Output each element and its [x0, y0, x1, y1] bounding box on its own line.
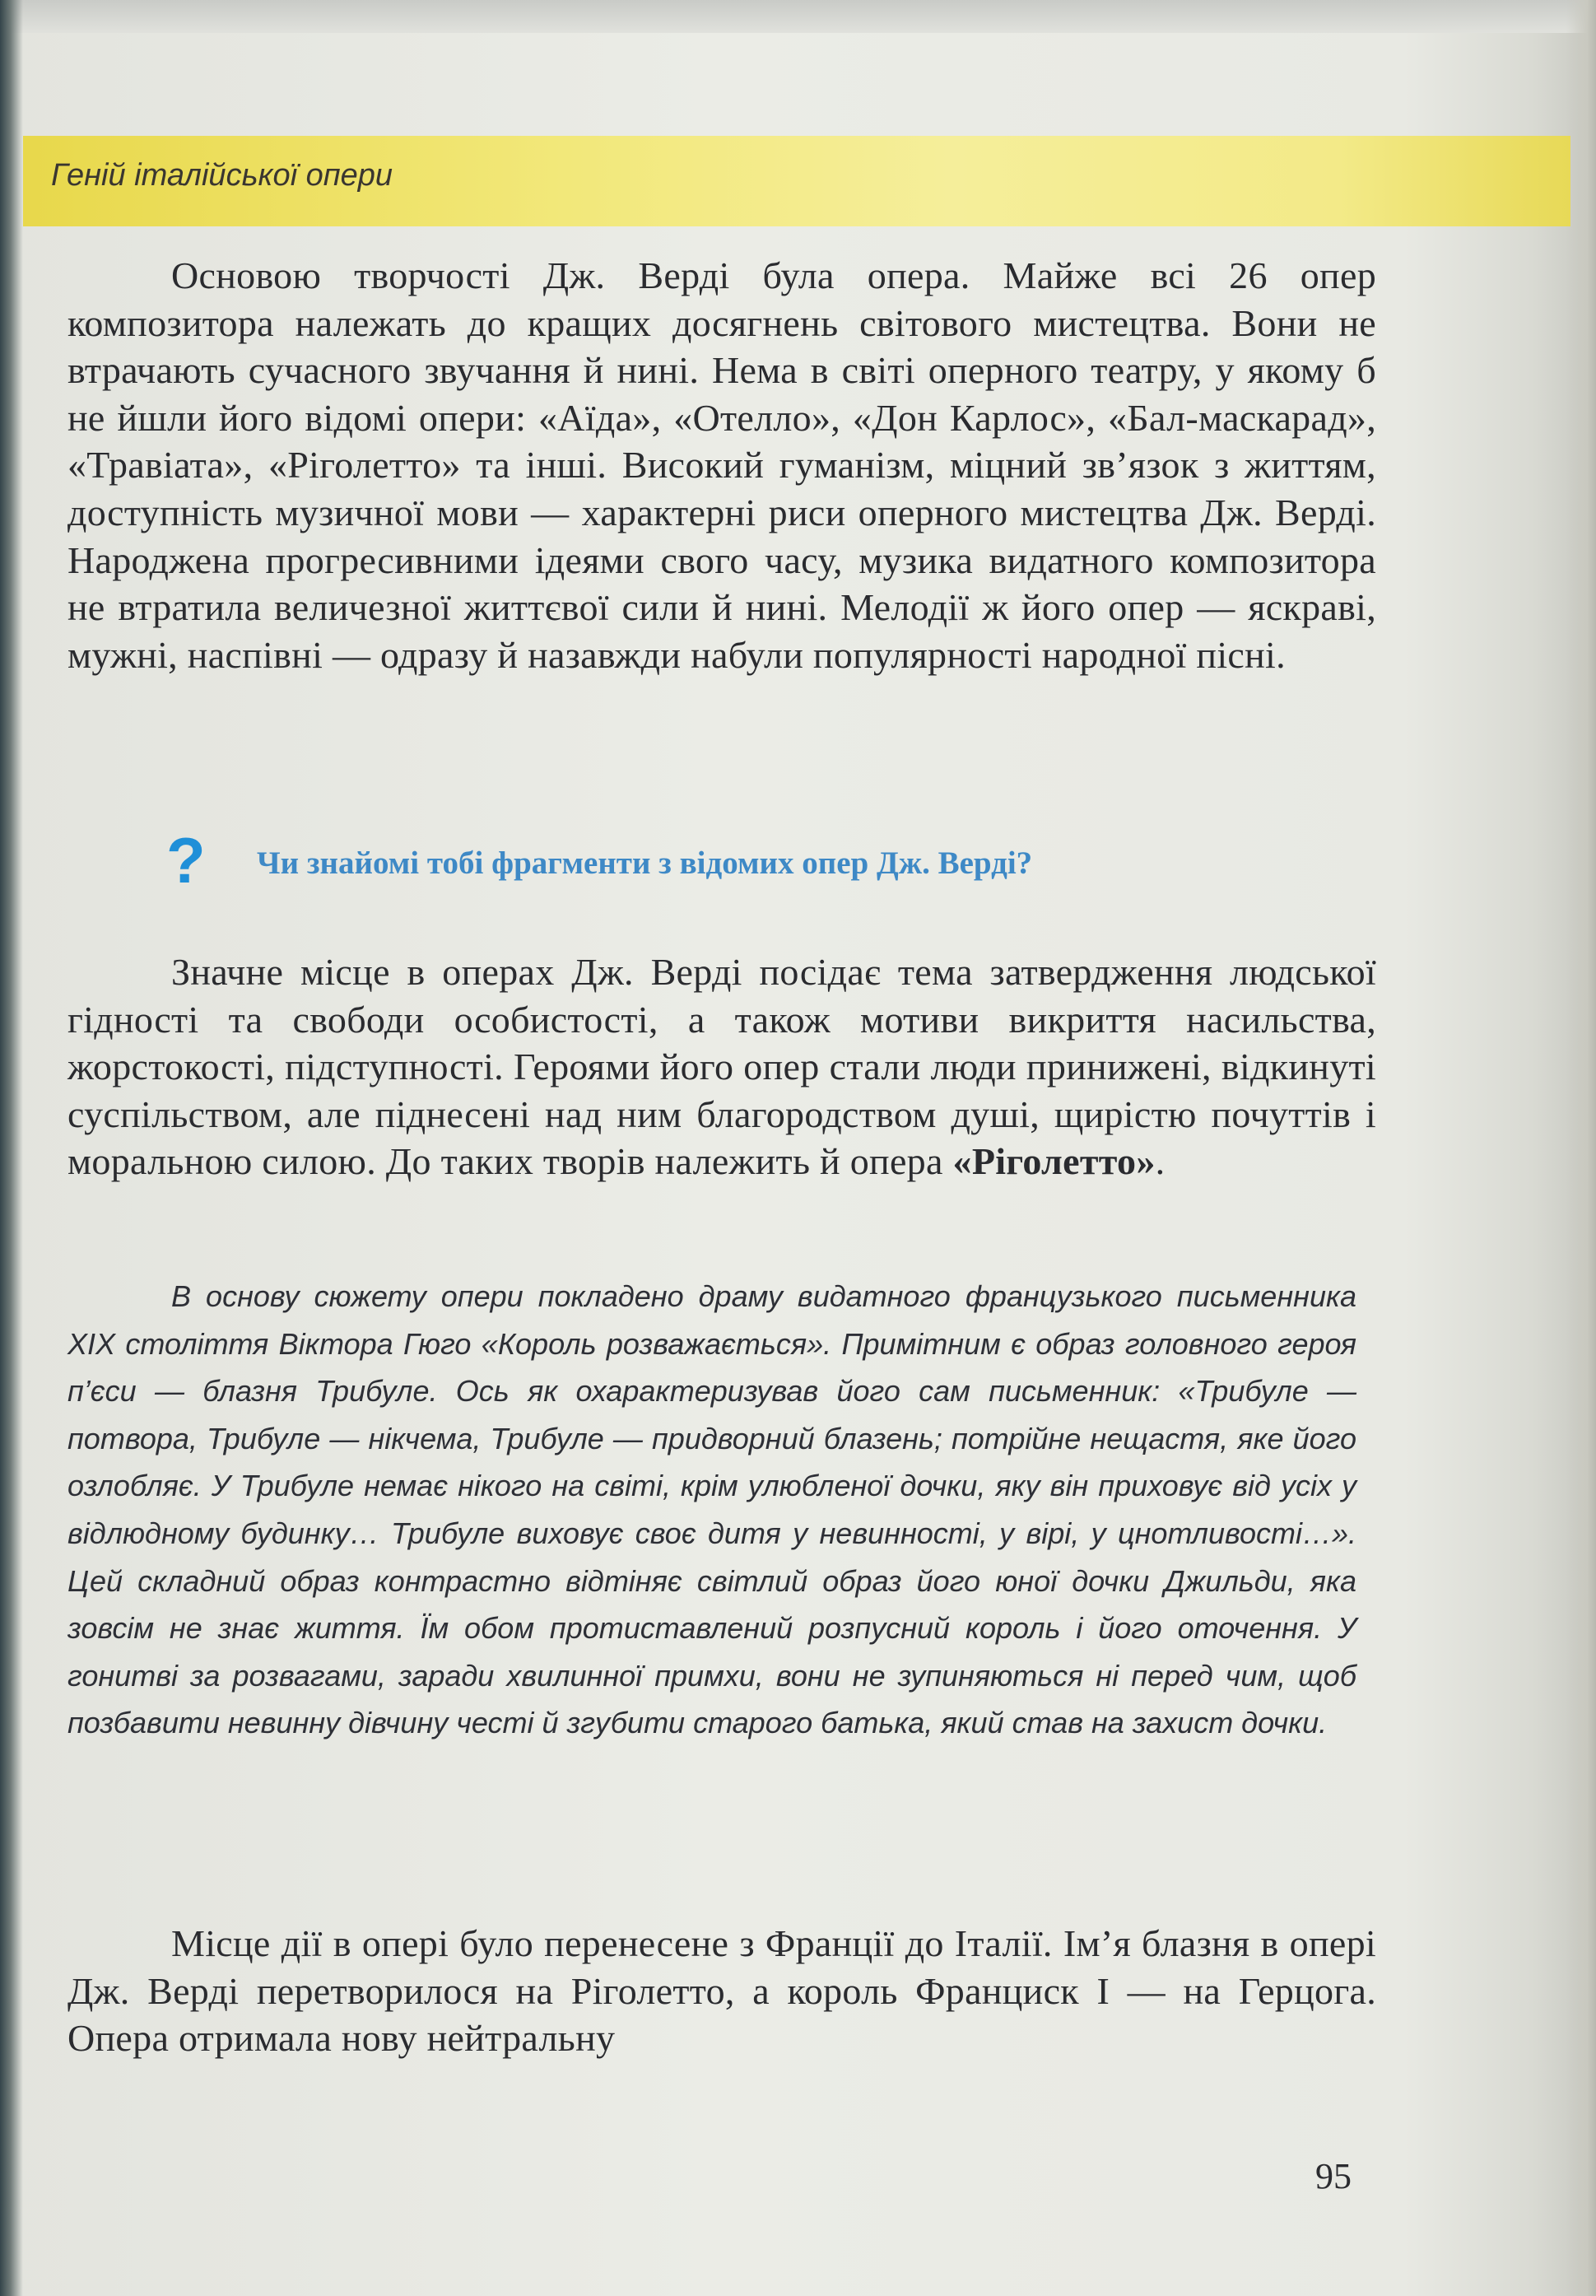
page-number: 95	[1315, 2156, 1352, 2196]
paragraph-intro: Основою творчості Дж. Верді була опера. Майже всі 26 опер композитора належать до кращих досягнень світового мистецтва. Вони не втрачають сучасного звучання й нині. Нема в світі оперного театру, у якому б не йшли його відомі опери: «Аїда», «Отелло», «Дон Карлос», «Бал-маскарад», «Травіата», «Ріголетто» та інші. Високий гуманізм, міцний зв’язок з життям, доступність музичної мови — характерні риси оперного мистецтва Дж. Верді. Народжена прогресивними ідеями свого часу, музика видатного композитора не втратила величезної життєвої сили й нині. Мелодії ж його опер — яскраві, мужні, наспівні — одразу й назавжди набули популярності народної пісні.	[67, 254, 1376, 676]
paragraph-setting: Місце дії в опері було перенесене з Франції до Італії. Ім’я блазня в опері Дж. Верді перетворилося на Ріголетто, а король Франциск I — на Герцога. Опера отримала нову нейтральну	[67, 1922, 1376, 2060]
running-header-title: Геній італійської опери	[51, 158, 393, 193]
plot-summary-italic: В основу сюжету опери покладено драму видатного французького письменника XIX століття Віктора Гюго «Король розважається». Примітним є образ головного героя п’єси — блазня Трибуле. Ось як охарактеризував його сам письменник: «Трибуле — потвора, Трибуле — нікчема, Трибуле — придворний блазень; потрійне нещастя, яке його озлобляє. У Трибуле немає нікого на світі, крім улюбленої дочки, яку він приховує від усіх у відлюдному будинку… Трибуле виховує своє дитя у невинності, у вірі, у цнотливості…». Цей складний образ контрастно відтіняє світлий образ його юної дочки Джильди, яка зовсім не знає життя. Їм обом протиставлений розпусний король і його оточення. У гонитві за розвагами, заради хвилинної примхи, вони не зупиняються ні перед чим, щоб позбавити невинну дівчину честі й згубити старого батька, який став на захист дочки.	[67, 1279, 1356, 1740]
question-text: Чи знайомі тобі фрагменти з відомих опер Дж. Верді?	[257, 845, 1033, 881]
page-edge	[1566, 0, 1596, 2296]
paragraph-themes-end: .	[1155, 1140, 1166, 1183]
paragraph-themes	[67, 948, 1376, 1185]
opera-title-emphasis: «Ріголетто»	[952, 1140, 1156, 1183]
paragraph-themes-text: Значне місце в операх Дж. Верді посідає тема затвердження людської гідності та свободи особистості, а також мотиви викриття насильства, жорстокості, підступності. Героями його опер стали люди принижені, відкинуті суспільством, але піднесені над ним благородством душі, щирістю почуттів і моральною силою. До таких творів належить й опера	[67, 951, 1376, 1183]
question-mark-icon: ?	[166, 824, 206, 897]
top-margin	[0, 0, 1596, 33]
binding-shadow	[0, 0, 23, 2296]
question-callout	[166, 823, 1401, 897]
